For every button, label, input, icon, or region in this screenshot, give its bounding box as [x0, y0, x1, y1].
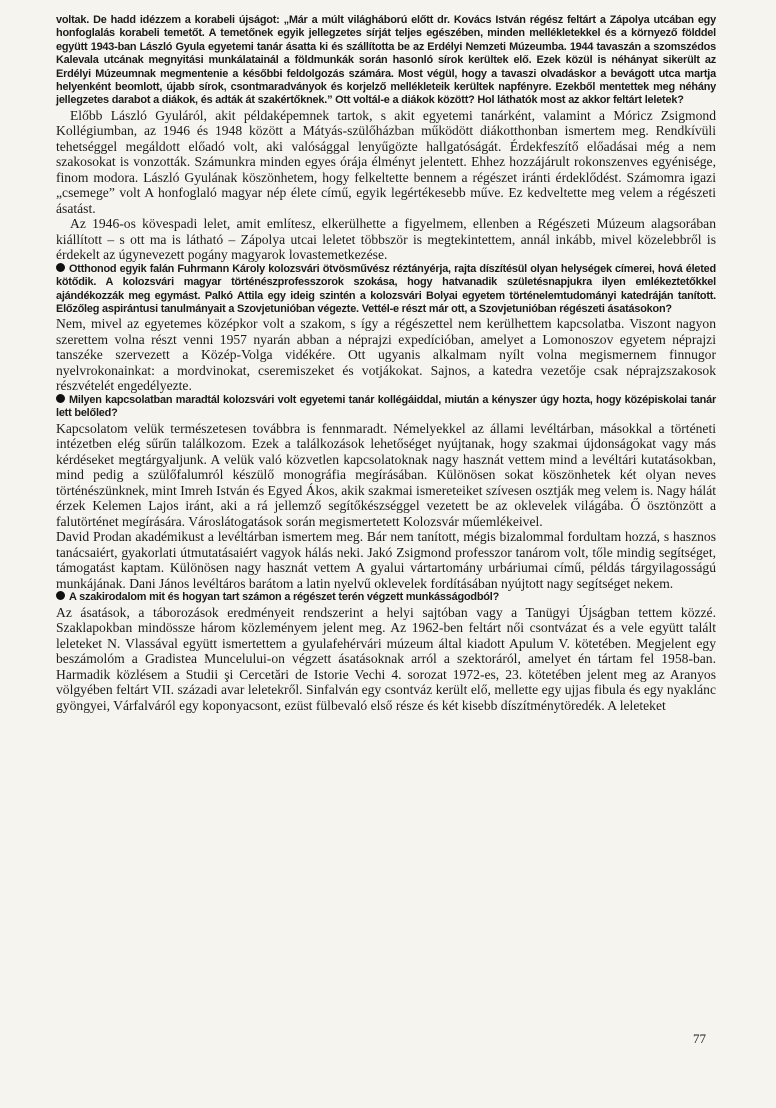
interview-question: A szakirodalom mit és hogyan tart számon a régészet terén végzett munkásságodból?	[56, 591, 716, 604]
interview-question: Milyen kapcsolatban maradtál kolozsvári volt egyetemi tanár kollégáiddal, miután a kényszer úgy hozta, hogy középiskolai tanár lett belőled?	[56, 393, 716, 420]
answer-paragraph: Az ásatások, a táborozások eredményeit rendszerint a helyi sajtóban vagy a Tanügyi Újságban tettem közzé. Szaklapokban mindössze három közleményem jelent meg. Az 1962-ben feltárt női csontvázat és a vele együtt talált leleteket N. Vlassával együtt ismertettem a gyulafehérvári múzeum által kiadott Apulum V. kötetében. Megjelent egy beszámolóm a Gradistea Muncelului-on végzett ásatásoknak arról a szektoráról, amelyet én tártam fel 1958-ban. Harmadik közlésem a Studii şi Cercetări de Istorie Vechi 4. sorozat 1972-es, 23. kötetében jelent meg az Aranyos völgyében feltárt VII. századi avar leletekről. Sinfalván egy csontváz került elő, mellette egy ujjas fibula és egy nyaklánc gyöngyei, Várfalváról egy koponyacsont, ezüst fülbevaló első része és két kisebb díszítménytöredék. A leleteket	[56, 604, 716, 713]
page-text	[56, 14, 716, 713]
answer-paragraph: Kapcsolatom velük természetesen továbbra is fennmaradt. Némelyekkel az állami levéltárban, másokkal a történeti intézetben elég sűrűn találkozom. Ezek a találkozások lehetőséget nyújtanak, hogy szakmai újdonságokat vagy más kérdéseket megtárgyaljunk. A velük való közvetlen kapcsolatoknak nagy hasznát vettem mind a levéltári kutatásokban, mind pedig a szülőfalumról készülő monográfia megírásában. Különösen sokat köszönhetek két olyan neves történészünknek, mint Imreh István és Egyed Ákos, akik szakmai ismereteiket szívesen osztják meg velem is. Nagy hálát érzek Kelemen Lajos iránt, aki a rá jellemző segítőkészséggel vezetett be az oklevelek világába. Ő ösztönzött a falutörténet megírására. Városlátogatások során megismertetett Kolozsvár műemlékeivel.	[56, 420, 716, 529]
answer-paragraph: Nem, mivel az egyetemes középkor volt a szakom, s így a régészettel nem kerülhettem kapcsolatba. Viszont nagyon szerettem volna részt venni 1957 nyarán abban a néprajzi expedícióban, amelyet a Lomonoszov egyetem néprajzi tanszéke szervezett a Közép-Volga vidékére. Ott ugyanis alkalmam nyílt volna megismernem finnugor nyelvrokonainkat: a mordvinokat, cseremiszeket és votjákokat. Sajnos, a katedra vezetője csak néprajzszakosok részvételét engedélyezte.	[56, 316, 716, 394]
answer-paragraph: Az 1946-os kövespadi lelet, amit említesz, elkerülhette a figyelmem, ellenben a Régészeti Múzeum alagsorában kiállított – s ott ma is látható – Zápolya utcai leletet többször is megtekintettem, annál inkább, mivel közelebbről is érdekelt az úgynevezett pogány magyarok lovastemetkezése.	[56, 216, 716, 263]
interview-question: Otthonod egyik falán Fuhrmann Károly kolozsvári ötvösművész réztányérja, rajta díszítésül olyan helységek címerei, hová életed kötődik. A kolozsvári magyar történészprofesszorok szokása, hogy hatvanadik születésnapjukra ilyen emlékeztetőkkel ajándékozzák meg egymást. Palkó Attila egy ideig szintén a kolozsvári Bolyai egyetem történelemtudományi katedráján tanított. Előzőleg aspirántusi tanulmányait a Szovjetunióban végezte. Vettél-e részt már ott, a Szovjetunióban régészeti ásatásokon?	[56, 262, 716, 316]
bullet-icon	[56, 263, 65, 272]
page-number: 77	[693, 1031, 706, 1046]
answer-paragraph: David Prodan akadémikust a levéltárban ismertem meg. Bár nem tanított, mégis bizalommal fordultam hozzá, s hasznos tanácsaiért, gyakorlati útmutatásaiért vagyok hálás neki. Jakó Zsigmond professzor tanárom volt, tőle mindig segítséget, támogatást kaptam. Különösen nagy hasznát vettem A gyalui vártartomány urbáriumai című, példás tárgyilagosságú munkájának. Dani János levéltáros barátom a latin nyelvű oklevelek fordításában nyújtott nagy segítséget nekem.	[56, 529, 716, 591]
answer-paragraph: Előbb László Gyuláról, akit példaképemnek tartok, s akit egyetemi tanárként, valamint a Móricz Zsigmond Kollégiumban, az 1946 és 1948 között a Mátyás-szülőházban működött diákotthonban ismertem meg. Rendkívüli tehetséggel megáldott előadó volt, aki valósággal lenyűgözte hallgatóságát. Érdekfeszítő előadásai még a nem szakosokat is vonzották. Számunkra minden egyes órája élményt jelentett. Ehhez hozzájárult rokonszenves egyénisége, finom modora. László Gyulának köszönhetem, hogy felkeltette bennem a régészet iránti érdeklődést. Számomra igazi „csemege” volt A honfoglaló magyar nép élete című, egyik legértékesebb műve. Ez kedveltette meg velem a régészeti ásatást.	[56, 107, 716, 216]
interview-question: voltak. De hadd idézzem a korabeli újságot: „Már a múlt világháború előtt dr. Kovács István régész feltárt a Zápolya utcában egy honfoglalás korabeli temetőt. A temetőnek egyik jellegzetes sírját teljes egészében, minden mellékletekkel és a környező földdel együtt 1943-ban László Gyula egyetemi tanár ásatta ki és szállította be az Erdélyi Nemzeti Múzeumba. 1944 tavaszán a szomszédos Kalevala utcának megnyitási munkálatainál a földmunkák során hasonló sírok kerültek elő. Ezek közül is néhányat sikerült az Erdélyi Múzeumnak megmentenie a későbbi feldolgozás számára. Most végül, hogy a tavaszi olvadáskor a bevágott utca martja helyenként beomlott, újabb sírok, csontmaradványok és korjelző mellékleteik kerültek napfényre. Ezekből mentettek meg néhány jellegzetes darabot a diákok, és adták át szakértőknek.” Ott voltál-e a diákok között? Hol láthatók most az akkor feltárt leletek?	[56, 14, 716, 107]
bullet-icon	[56, 591, 65, 600]
bullet-icon	[56, 394, 65, 403]
